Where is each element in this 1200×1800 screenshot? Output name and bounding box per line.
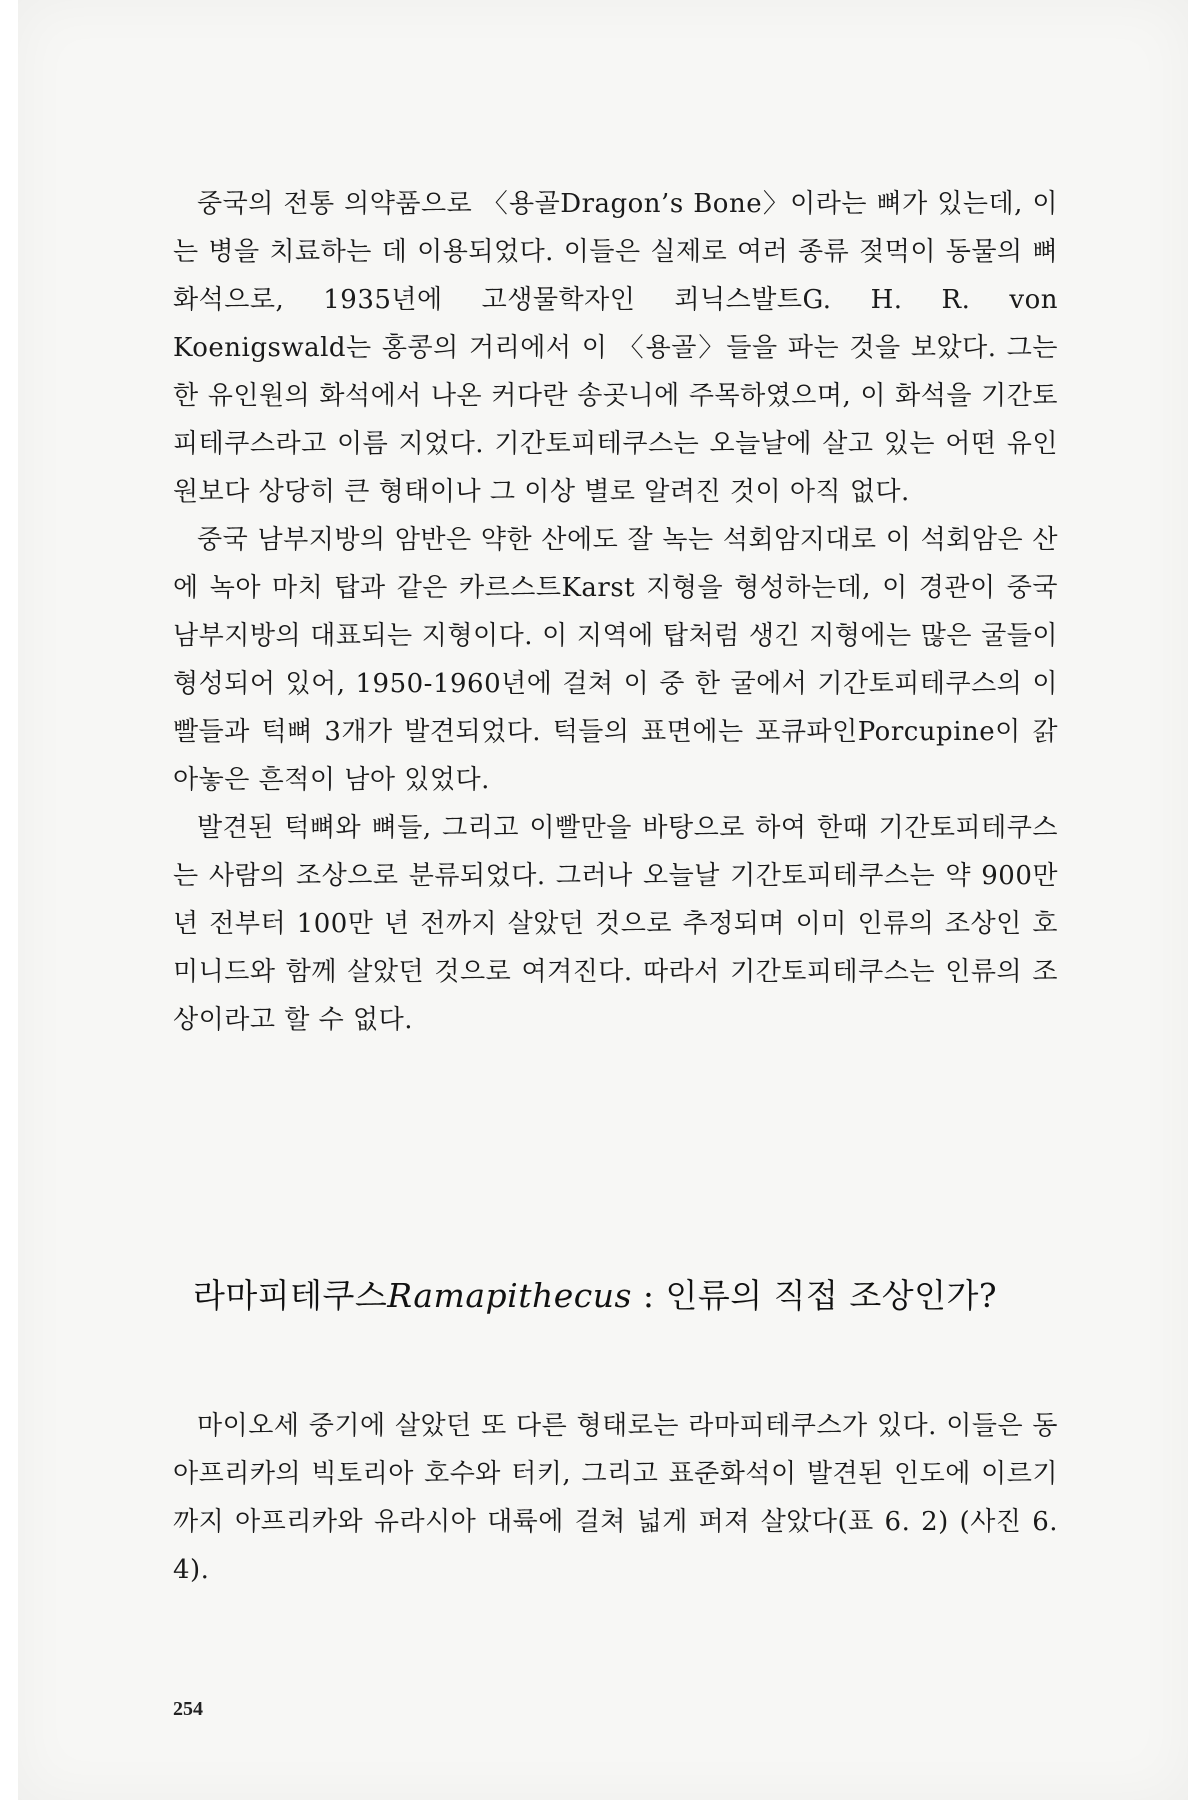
heading-latin: Ramapithecus bbox=[387, 1276, 632, 1315]
paragraph-ramapithecus: 마이오세 중기에 살았던 또 다른 형태로는 라마피테쿠스가 있다. 이들은 동아프리카의 빅토리아 호수와 터키, 그리고 표준화석이 발견된 인도에 이르기까지 아프리카와 유라시아 대륙에 걸쳐 넓게 퍼져 살았다(표 6. 2) (사진 6. 4). bbox=[173, 1411, 1058, 1585]
heading-question: : 인류의 직접 조상인가? bbox=[631, 1276, 998, 1315]
paragraph-dragon-bone: 중국의 전통 의약품으로 〈용골Dragon’s Bone〉이라는 뼈가 있는데, 이는 병을 치료하는 데 이용되었다. 이들은 실제로 여러 종류 젖먹이 동물의 뼈화석으로, 1935년에 고생물학자인 쾨닉스발트G. H. R. von Koenigswald는 홍콩의 거리에서 이 〈용골〉들을 파는 것을 보았다. 그는 한 유인원의 화석에서 나온 커다란 송곳니에 주목하였으며, 이 화석을 기간토피테쿠스라고 이름 지었다. 기간토피테쿠스는 오늘날에 살고 있는 어떤 유인원보다 상당히 큰 형태이나 그 이상 별로 알려진 것이 아직 없다. bbox=[173, 189, 1058, 507]
heading-korean: 라마피테쿠스 bbox=[193, 1276, 388, 1315]
book-page bbox=[18, 0, 1188, 1800]
paragraph-karst: 중국 남부지방의 암반은 약한 산에도 잘 녹는 석회암지대로 이 석회암은 산에 녹아 마치 탑과 같은 카르스트Karst 지형을 형성하는데, 이 경관이 중국 남부지방의 대표되는 지형이다. 이 지역에 탑처럼 생긴 지형에는 많은 굴들이 형성되어 있어, 1950-1960년에 걸쳐 이 중 한 굴에서 기간토피테쿠스의 이빨들과 턱뼈 3개가 발견되었다. 턱들의 표면에는 포큐파인Porcupine이 갉아놓은 흔적이 남아 있었다. bbox=[173, 525, 1058, 795]
paragraph-classification: 발견된 턱뼈와 뼈들, 그리고 이빨만을 바탕으로 하여 한때 기간토피테쿠스는 사람의 조상으로 분류되었다. 그러나 오늘날 기간토피테쿠스는 약 900만 년 전부터 100만 년 전까지 살았던 것으로 추정되며 이미 인류의 조상인 호미니드와 함께 살았던 것으로 여겨진다. 따라서 기간토피테쿠스는 인류의 조상이라고 할 수 없다. bbox=[173, 813, 1058, 1035]
section-heading bbox=[193, 1270, 1053, 1317]
body-text-section-2 bbox=[173, 1402, 1058, 1594]
page-number: 254 bbox=[173, 1698, 203, 1720]
body-text-section-1 bbox=[173, 180, 1058, 1044]
